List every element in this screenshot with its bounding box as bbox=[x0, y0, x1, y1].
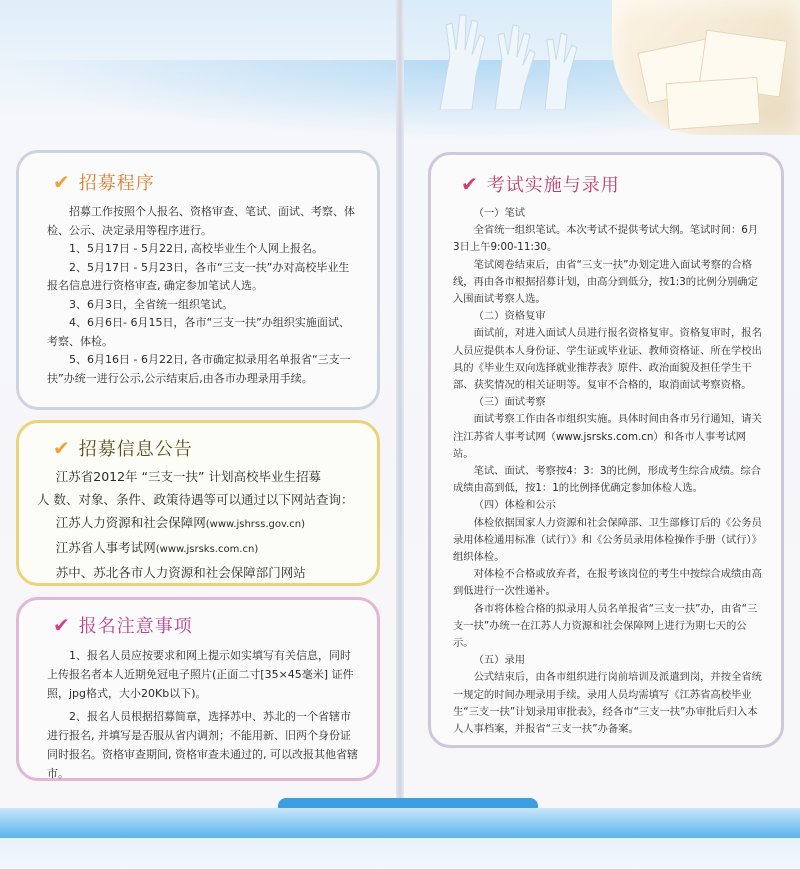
recruit-step: 3、6月3日，全省统一组织笔试。 bbox=[69, 297, 233, 311]
notice-line: 人 数、对象、条件、政策待遇等可以通过以下网站查询： bbox=[37, 492, 354, 507]
exam-paragraph: 各市将体检合格的拟录用人员名单报省“三支一扶”办，由省“三支一扶”办统一在江苏人力资源和社会保障网上进行为期七天的公示。 bbox=[453, 602, 758, 650]
exam-admission-box bbox=[428, 152, 784, 748]
exam-paragraph: 笔试阅卷结束后，由省“三支一扶”办划定进入面试考察的合格线，再由各市根据招募计划，由高分到低分，按1:3的比例分别确定入围面试考察人选。 bbox=[453, 258, 758, 306]
notice-line: 江苏省2012年 “三支一扶” 计划高校毕业生招募 bbox=[55, 469, 321, 484]
recruit-procedure-box bbox=[16, 150, 380, 410]
recruit-notice-text bbox=[37, 465, 367, 584]
recruit-step: 5、6月16日 - 6月22日, 各市确定拟录用名单报省“三支一扶”办统一进行公示,公示结束后,由各市办理录用手续。 bbox=[47, 353, 351, 385]
exam-paragraph: 面试考察工作由各市组织实施。具体时间由各市另行通知，请关注江苏省人事考试网（www.jsrsks.com.cn）和各市人事考试网站。 bbox=[453, 413, 762, 460]
checkmark-icon: ✔ bbox=[53, 613, 71, 637]
bottom-footer bbox=[0, 838, 800, 869]
checkmark-icon: ✔ bbox=[53, 436, 71, 460]
exam-admission-header bbox=[461, 171, 620, 197]
signup-notes-text bbox=[47, 646, 361, 783]
exam-subheading: （一）笔试 bbox=[473, 207, 526, 219]
checkmark-icon: ✔ bbox=[461, 172, 479, 196]
recruit-procedure-title: 招募程序 bbox=[78, 173, 155, 194]
signup-notes-title: 报名注意事项 bbox=[78, 616, 193, 637]
exam-paragraph: 面试前，对进入面试人员进行报名资格复审。资格复审时，报名人员应提供本人身份证、学生证或毕业证、教师资格证、所在学校出具的《毕业生双向选择就业推荐表》原件、政治面貌及担任学生干部、获奖情况的相关证明等。复审不合格的，取消面试考察资格。 bbox=[453, 327, 762, 392]
exam-subheading: （四）体检和公示 bbox=[473, 499, 556, 512]
signup-note: 2、报名人员根据招募简章，选择苏中、苏北的一个省辖市进行报名, 并填写是否服从省内调剂；不能用新、旧两个身份证同时报名。资格审查期间, 资格审查未通过的, 可以改报其他省辖市。 bbox=[47, 710, 358, 780]
exam-subheading: （五）录用 bbox=[473, 654, 526, 667]
exam-admission-text bbox=[453, 205, 763, 738]
recruit-step: 1、5月17日 - 5月22日, 高校毕业生个人网上报名。 bbox=[69, 242, 323, 255]
website-link-hrss[interactable]: 江苏人力资源和社会保障网(www.jshrss.gov.cn) bbox=[55, 515, 306, 530]
recruit-step: 2、5月17日 - 5月23日，各市“三支一扶”办对高校毕业生报名信息进行资格审查, 确定参加笔试人选。 bbox=[47, 260, 350, 292]
recruit-notice-header bbox=[53, 435, 193, 461]
exam-admission-title: 考试实施与录用 bbox=[486, 175, 620, 196]
exam-paragraph: 全省统一组织笔试。本次考试不提供考试大纲。笔试时间：6月3日上午9:00-11:30。 bbox=[453, 224, 759, 254]
recruit-notice-title: 招募信息公告 bbox=[78, 439, 193, 460]
page-fold bbox=[396, 0, 404, 869]
website-link-rsks[interactable]: 江苏省人事考试网(www.jsrsks.com.cn) bbox=[55, 540, 259, 555]
exam-paragraph: 对体检不合格或放弃者，在报考该岗位的考生中按综合成绩由高到低进行一次性递补。 bbox=[453, 568, 762, 598]
recruit-intro: 招募工作按照个人报名、资格审查、笔试、面试、考察、体检、公示、决定录用等程序进行。 bbox=[47, 205, 355, 237]
exam-paragraph: 体检依据国家人力资源和社会保障部、卫生部修订后的《公务员录用体检通用标准（试行）》和《公务员录用体检操作手册（试行）》组织体检。 bbox=[453, 516, 762, 564]
recruit-procedure-text bbox=[47, 203, 357, 388]
raised-hands-illustration bbox=[420, 5, 600, 110]
exam-paragraph: 公式结束后，由各市组织进行岗前培训及派遣到岗，并按全省统一规定的时间办理录用手续。录用人员均需填写《江苏省高校毕业生“三支一扶”计划录用审批表》，经各市“三支一扶”办审批后归入本人人事档案，并报省“三支一扶”办备案。 bbox=[453, 671, 762, 736]
exam-paragraph: 笔试、面试、考察按4：3：3的比例，形成考生综合成绩。综合成绩由高到低，按1：1的比例择优确定参加体检人选。 bbox=[453, 465, 761, 495]
signup-note: 1、报名人员应按要求和网上提示如实填写有关信息，同时上传报名者本人近期免冠电子照片(正面二寸[35×45毫米] 证件照，jpg格式，大小20Kb以下)。 bbox=[47, 649, 354, 700]
bottom-band bbox=[0, 808, 800, 838]
recruit-step: 4、6月6日- 6月15日，各市“三支一扶”办组织实施面试、考察、体检。 bbox=[47, 316, 350, 348]
checkmark-icon: ✔ bbox=[53, 170, 71, 194]
recruit-notice-box bbox=[16, 420, 380, 586]
exam-subheading: （三）面试考察 bbox=[473, 396, 546, 409]
signup-notes-header bbox=[53, 612, 193, 638]
exam-subheading: （二）资格复审 bbox=[473, 310, 546, 323]
city-websites: 苏中、苏北各市人力资源和社会保障部门网站 bbox=[55, 565, 306, 580]
signup-notes-box bbox=[16, 597, 380, 781]
recruit-procedure-header bbox=[53, 169, 155, 195]
